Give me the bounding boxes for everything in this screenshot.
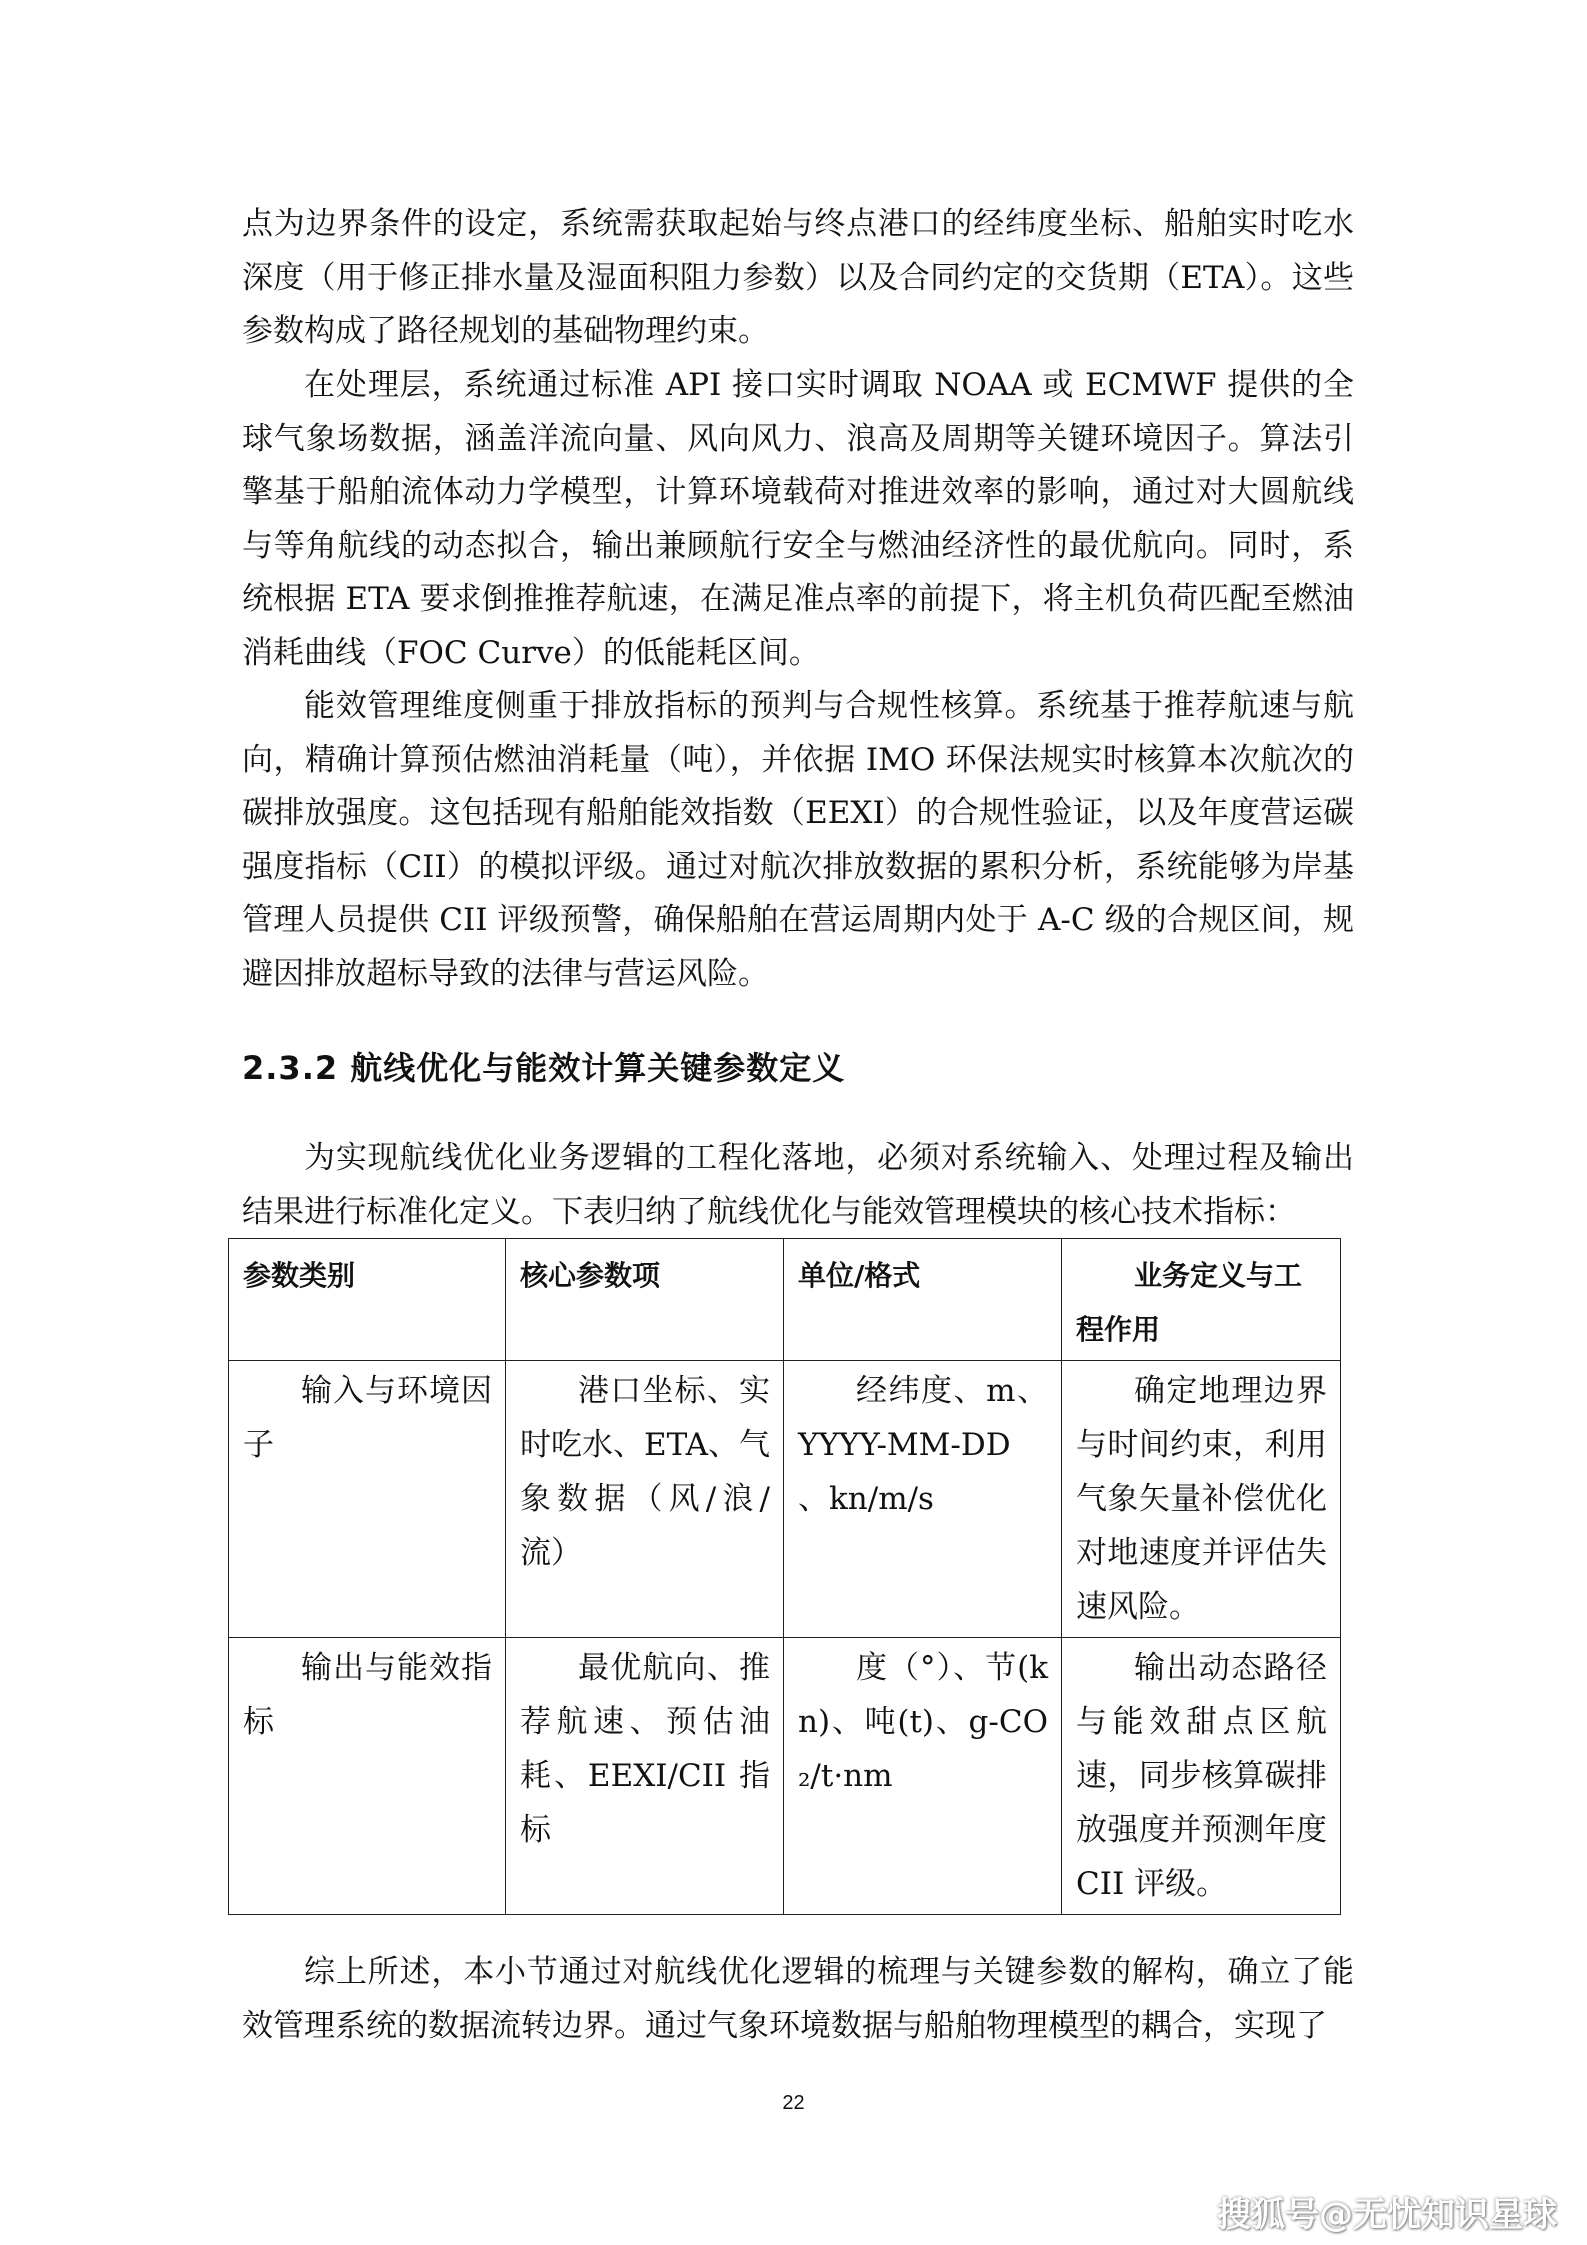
table-cell: 输入与环境因子 (229, 1361, 506, 1638)
page-number: 22 (782, 2092, 805, 2114)
body-paragraph: 为实现航线优化业务逻辑的工程化落地，必须对系统输入、处理过程及输出结果进行标准化定义。下表归纳了航线优化与能效管理模块的核心技术指标： (242, 1140, 1354, 1230)
table-header-cell: 单位/格式 (784, 1239, 1062, 1361)
body-paragraph: 能效管理维度侧重于排放指标的预判与合规性核算。系统基于推荐航速与航向，精确计算预估燃油消耗量（吨），并依据 IMO 环保法规实时核算本次航次的碳排放强度。这包括现有船舶能效指数（EEXI）的合规性验证，以及年度营运碳强度指标（CII）的模拟评级。通过对航次排放数据的累积分析，系统能够为岸基管理人员提供 CII 评级预警，确保船舶在营运周期内处于 A-C 级的合规区间，规避因排放超标导致的法律与营运风险。 (242, 688, 1354, 992)
table-header-cell: 核心参数项 (506, 1239, 784, 1361)
watermark: 搜狐号@无忧知识星球 (1217, 2195, 1557, 2235)
table-header-cell: 业务定义与工程作用 (1062, 1239, 1341, 1361)
table-row (229, 1361, 1341, 1638)
table-cell: 输出与能效指标 (229, 1638, 506, 1915)
table-cell: 确定地理边界与时间约束，利用气象矢量补偿优化对地速度并评估失速风险。 (1062, 1361, 1341, 1638)
table-cell: 输出动态路径与能效甜点区航速，同步核算碳排放强度并预测年度 CII 评级。 (1062, 1638, 1341, 1915)
table-header-row (229, 1239, 1341, 1361)
table-cell: 最优航向、推荐航速、预估油耗、EEXI/CII 指标 (506, 1638, 784, 1915)
parameter-table (228, 1238, 1341, 1915)
table-row (229, 1638, 1341, 1915)
table-cell: 度（°）、节(kn)、吨(t)、g-CO₂/t·nm (784, 1638, 1062, 1915)
table-cell: 经纬度、m、YYYY-MM-DD 、kn/m/s (784, 1361, 1062, 1638)
body-paragraph: 在处理层，系统通过标准 API 接口实时调取 NOAA 或 ECMWF 提供的全球气象场数据，涵盖洋流向量、风向风力、浪高及周期等关键环境因子。算法引擎基于船舶流体动力学模型，计算环境载荷对推进效率的影响，通过对大圆航线与等角航线的动态拟合，输出兼顾航行安全与燃油经济性的最优航向。同时，系统根据 ETA 要求倒推推荐航速，在满足准点率的前提下，将主机负荷匹配至燃油消耗曲线（FOC Curve）的低能耗区间。 (242, 367, 1354, 671)
body-paragraph: 综上所述，本小节通过对航线优化逻辑的梳理与关键参数的解构，确立了能效管理系统的数据流转边界。通过气象环境数据与船舶物理模型的耦合，实现了 (242, 1954, 1354, 2044)
table-header-cell: 参数类别 (229, 1239, 506, 1361)
body-paragraph: 点为边界条件的设定，系统需获取起始与终点港口的经纬度坐标、船舶实时吃水深度（用于修正排水量及湿面积阻力参数）以及合同约定的交货期（ETA）。这些参数构成了路径规划的基础物理约束。 (242, 206, 1354, 349)
section-heading: 2.3.2 航线优化与能效计算关键参数定义 (242, 1049, 846, 1087)
table-cell: 港口坐标、实时吃水、ETA、气象数据（风/浪/流） (506, 1361, 784, 1638)
